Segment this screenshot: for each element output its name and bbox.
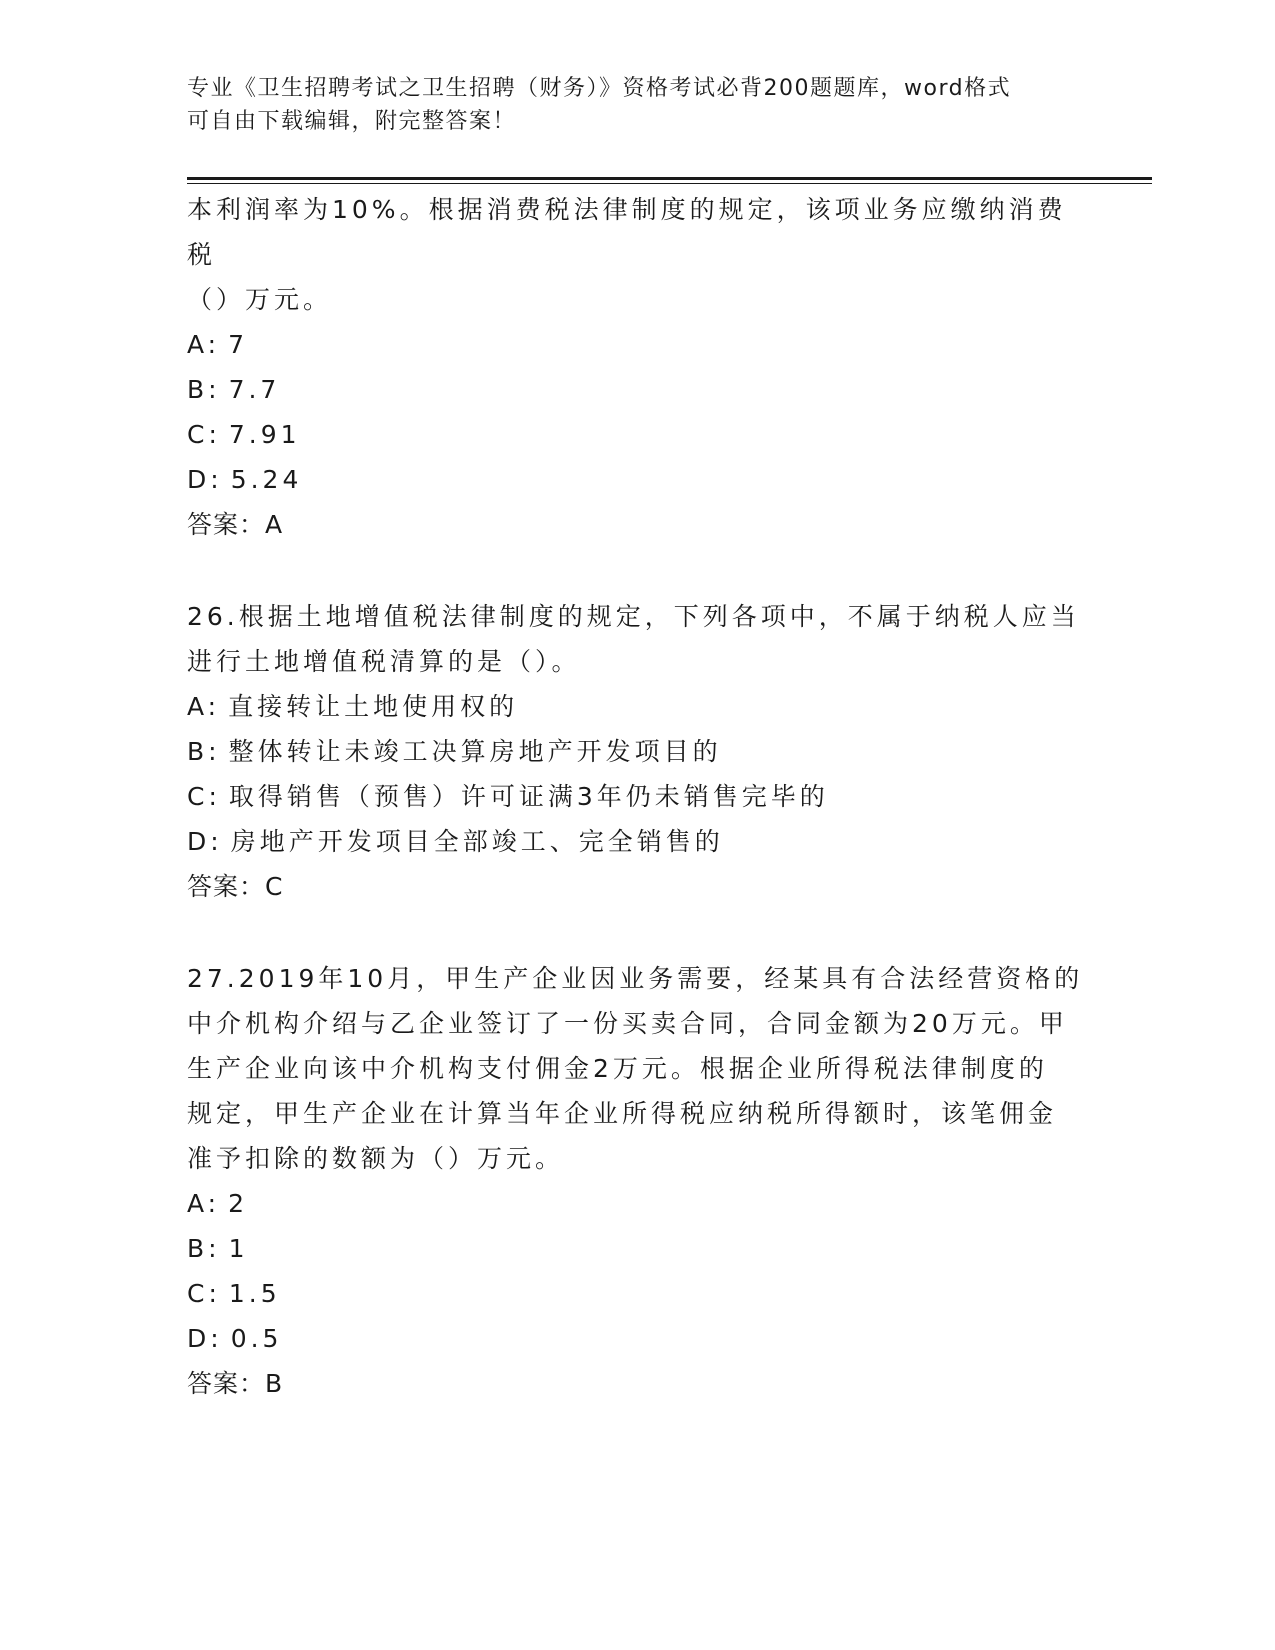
header-rule-thick [187,177,1152,180]
question-text-line: 中介机构介绍与乙企业签订了一份买卖合同，合同金额为20万元。甲 [187,1009,1068,1038]
option-c [187,1271,1087,1316]
option-d [187,819,1087,864]
option-label: A: [187,330,221,359]
document-header [187,72,1067,138]
option-value: 房地产开发项目全部竣工、完全销售的 [230,827,724,856]
option-label: D: [187,827,223,856]
option-value: 7 [228,330,248,359]
option-label: B: [187,737,221,766]
option-value: 1.5 [228,1279,281,1308]
answer-line: 答案：A [187,510,284,539]
header-line-2: 可自由下载编辑，附完整答案！ [187,109,517,134]
question-text-line: 生产企业向该中介机构支付佣金2万元。根据企业所得税法律制度的 [187,1054,1048,1083]
option-d [187,1316,1087,1361]
question-text-line: 27.2019年10月，甲生产企业因业务需要，经某具有合法经营资格的 [187,964,1084,993]
option-a [187,1181,1087,1226]
option-a [187,684,1087,729]
option-value: 5.24 [230,465,303,494]
option-c [187,774,1087,819]
answer-line: 答案：B [187,1369,284,1398]
option-label: D: [187,1324,223,1353]
option-a [187,322,1087,367]
option-b [187,367,1087,412]
option-value: 7.91 [228,420,301,449]
question-text-line: 本利润率为10%。根据消费税法律制度的规定，该项业务应缴纳消费税 [187,195,1067,269]
option-value: 取得销售（预售）许可证满3年仍未销售完毕的 [228,782,829,811]
header-rule-thin [187,183,1152,184]
question-text-line: （）万元。 [187,285,333,314]
question-text-line: 26.根据土地增值税法律制度的规定，下列各项中，不属于纳税人应当 [187,602,1080,631]
option-label: B: [187,1234,221,1263]
option-value: 直接转让土地使用权的 [228,692,519,721]
option-value: 7.7 [228,375,281,404]
spacer [187,547,1087,594]
option-c [187,412,1087,457]
option-b [187,1226,1087,1271]
option-value: 整体转让未竣工决算房地产开发项目的 [228,737,722,766]
option-value: 2 [228,1189,248,1218]
question-text-line: 准予扣除的数额为（）万元。 [187,1144,565,1173]
answer-line: 答案：C [187,872,284,901]
option-value: 1 [228,1234,249,1263]
question-26 [187,594,1087,909]
option-b [187,729,1087,774]
question-list [187,187,1087,1406]
question-27 [187,956,1087,1406]
question-text-line: 进行土地增值税清算的是（）。 [187,647,581,676]
question-25 [187,187,1087,547]
option-label: C: [187,782,221,811]
option-label: D: [187,465,223,494]
option-label: C: [187,1279,221,1308]
header-line-1: 专业《卫生招聘考试之卫生招聘（财务）》资格考试必背200题题库，word格式 [187,76,1012,101]
option-label: A: [187,692,221,721]
question-text-line: 规定，甲生产企业在计算当年企业所得税应纳税所得额时，该笔佣金 [187,1099,1058,1128]
spacer [187,909,1087,956]
option-label: C: [187,420,221,449]
option-label: A: [187,1189,221,1218]
option-value: 0.5 [230,1324,283,1353]
option-d [187,457,1087,502]
option-label: B: [187,375,221,404]
